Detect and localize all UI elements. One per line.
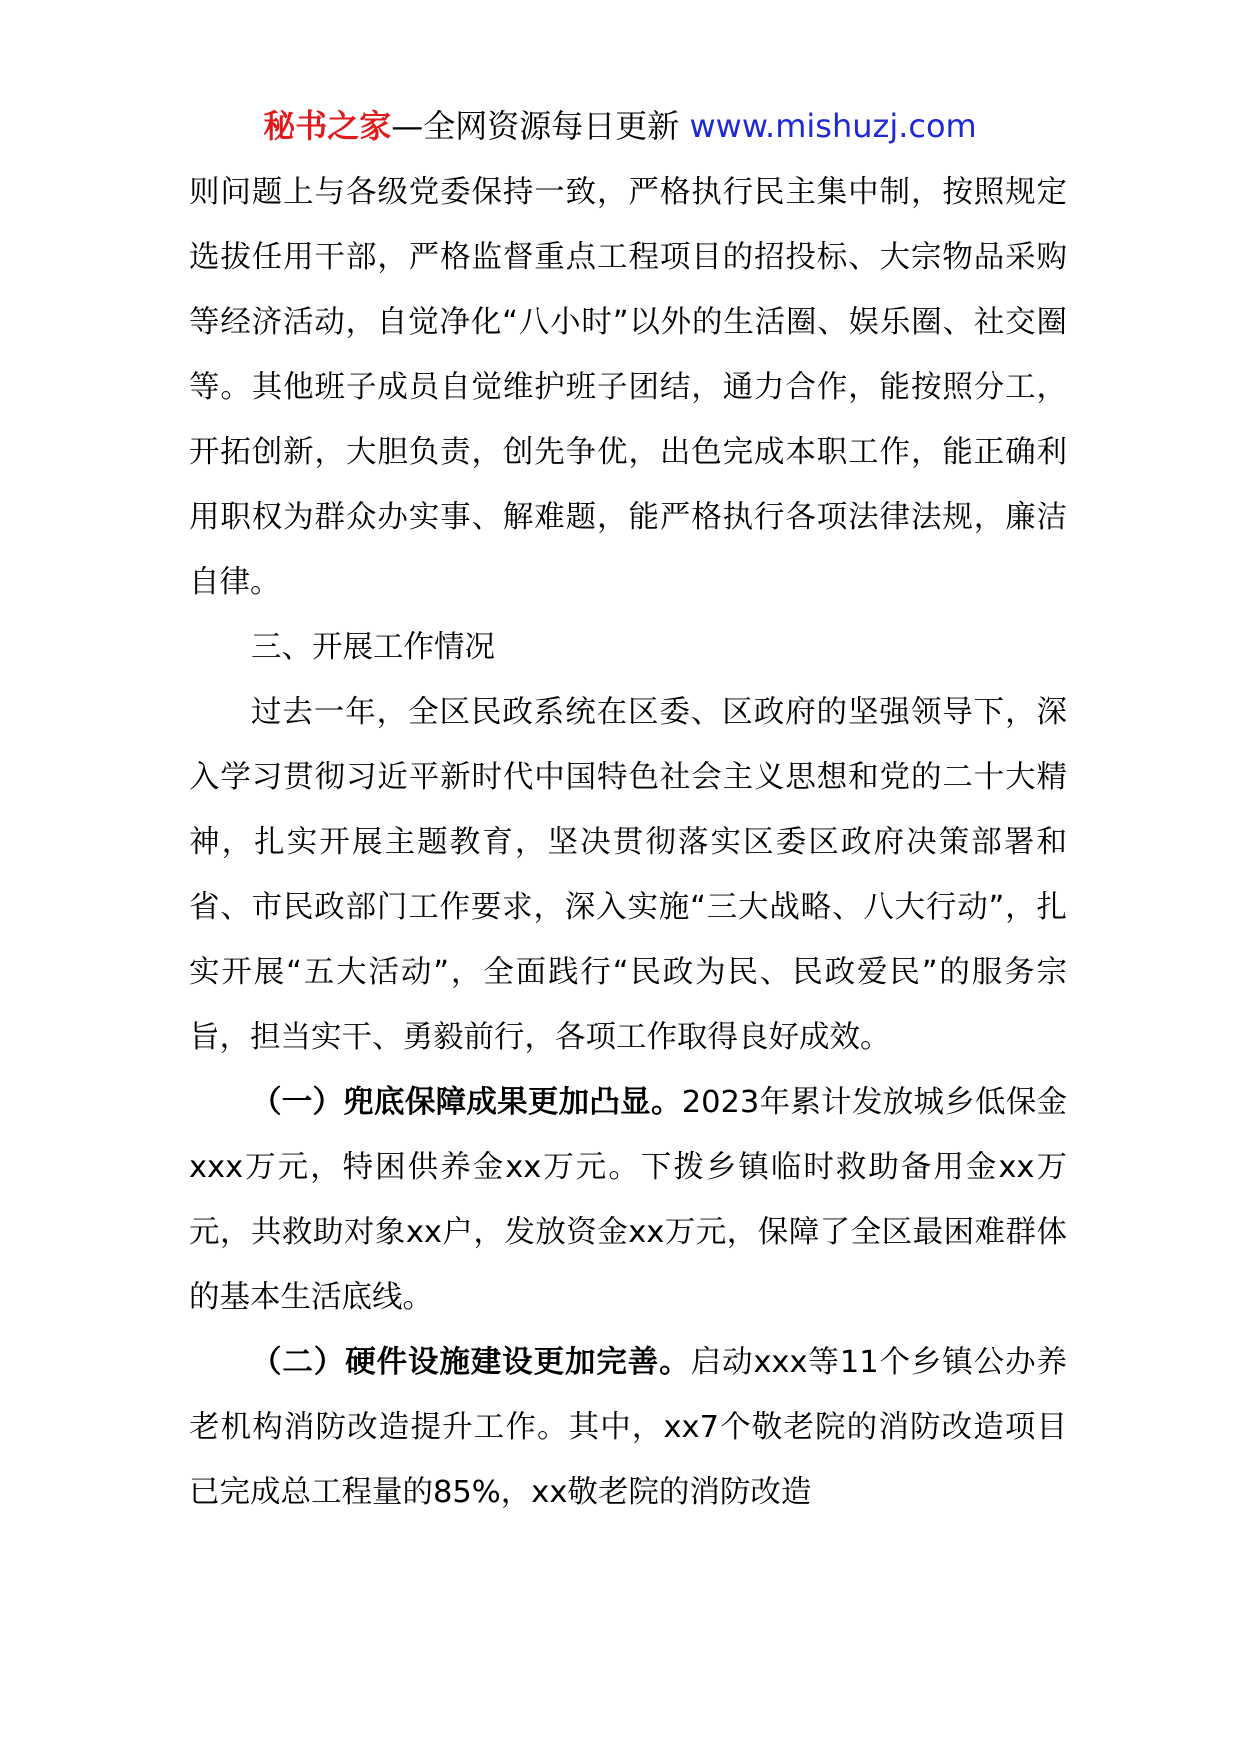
document-body — [189, 160, 1067, 1525]
watermark-header — [0, 98, 1240, 154]
item-2-text: 启动xxx等11个乡镇公办养老机构消防改造提升工作。其中，xx7个敬老院的消防改造项目已完成总工程量的85%，xx敬老院的消防改造 — [189, 1345, 1067, 1510]
header-url-link[interactable]: www.mishuzj.com — [689, 107, 977, 145]
paragraph-item-2 — [189, 1330, 1067, 1525]
item-1-text: 2023年累计发放城乡低保金xxx万元，特困供养金xx万元。下拨乡镇临时救助备用金xx万元，共救助对象xx户，发放资金xx万元，保障了全区最困难群体的基本生活底线。 — [189, 1085, 1067, 1315]
paragraph-item-1 — [189, 1070, 1067, 1330]
header-tagline: —全网资源每日更新 — [391, 107, 690, 145]
paragraph-past-year-summary: 过去一年，全区民政系统在区委、区政府的坚强领导下，深入学习贯彻习近平新时代中国特色社会主义思想和党的二十大精神，扎实开展主题教育，坚决贯彻落实区委区政府决策部署和省、市民政部门工作要求，深入实施“三大战略、八大行动”，扎实开展“五大活动”，全面践行“民政为民、民政爱民”的服务宗旨，担当实干、勇毅前行，各项工作取得良好成效。 — [189, 695, 1067, 1055]
item-2-heading: （二）硬件设施建设更加完善。 — [251, 1345, 691, 1380]
brand-name: 秘书之家 — [263, 107, 392, 145]
section-heading-work-status: 三、开展工作情况 — [251, 630, 495, 665]
item-1-heading: （一）兜底保障成果更加凸显。 — [251, 1085, 682, 1120]
paragraph-leadership-discipline: 则问题上与各级党委保持一致，严格执行民主集中制，按照规定选拔任用干部，严格监督重点工程项目的招投标、大宗物品采购等经济活动，自觉净化“八小时”以外的生活圈、娱乐圈、社交圈等。其他班子成员自觉维护班子团结，通力合作，能按照分工，开拓创新，大胆负责，创先争优，出色完成本职工作，能正确利用职权为群众办实事、解难题，能严格执行各项法律法规，廉洁自律。 — [189, 175, 1067, 600]
